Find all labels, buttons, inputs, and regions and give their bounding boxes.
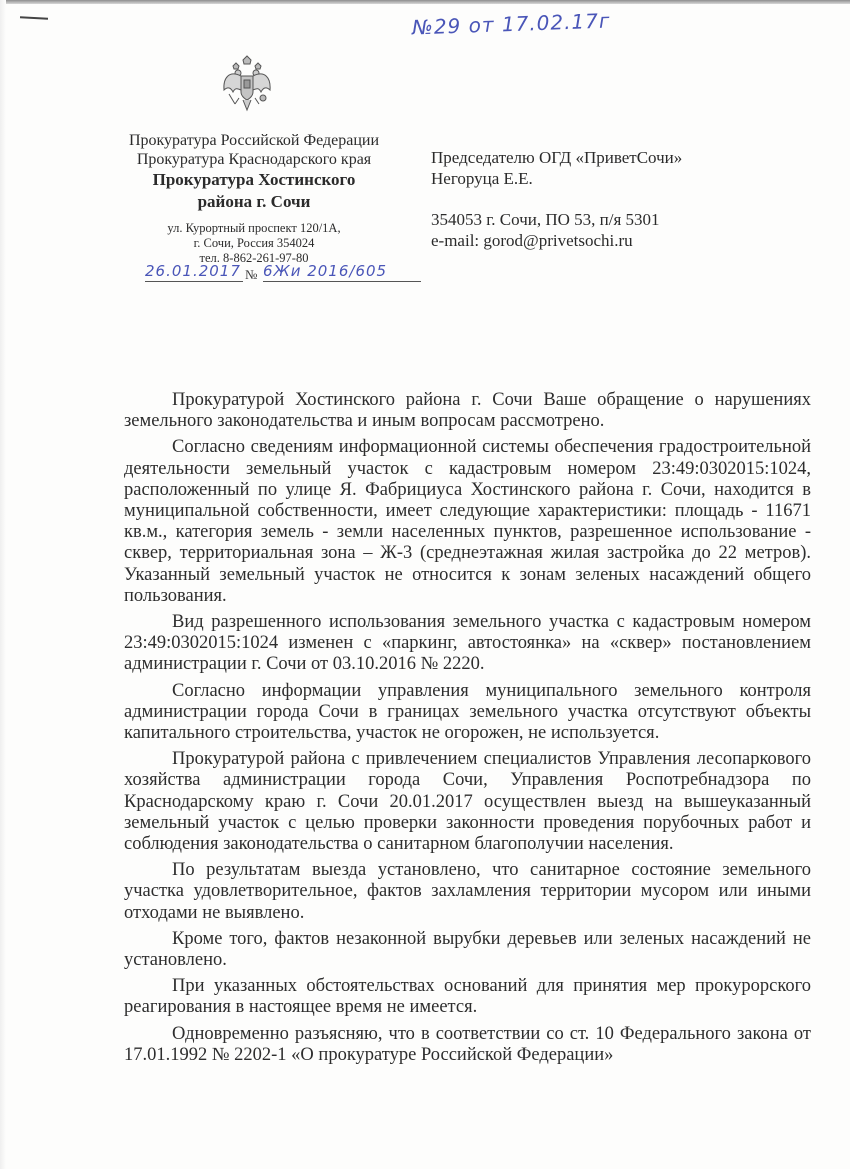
outgoing-date: 26.01.2017: [145, 262, 243, 282]
recipient-line-2: Негоруца Е.Е.: [431, 169, 533, 188]
sender-org-line-3: Прокуратура Хостинского: [152, 170, 356, 189]
body-paragraph-1: Прокуратурой Хостинского района г. Сочи Ваше обращение о нарушениях земельного законодательства и иным вопросам рассмотрено.: [124, 390, 811, 432]
russian-coat-of-arms-icon: [219, 54, 275, 116]
recipient-block: [431, 147, 682, 251]
scan-top-edge: [0, 0, 850, 4]
sender-org-line-1: Прокуратура Российской Федерации: [128, 132, 380, 149]
recipient-spacer: [431, 189, 682, 209]
sender-org-line-4: района г. Сочи: [197, 192, 311, 211]
corner-pen-mark: [20, 16, 48, 19]
sender-block: [104, 131, 404, 266]
sender-address-line-2: г. Сочи, Россия 354024: [193, 236, 315, 250]
recipient-line-1: Председателю ОГД «ПриветСочи»: [431, 148, 683, 167]
outgoing-number: 6Жи 2016/605: [263, 262, 421, 282]
scan-left-edge: [0, 0, 6, 1169]
body-paragraph-3: Вид разрешенного использования земельного участка с кадастровым номером 23:49:0302015:1024 изменен с «паркинг, автостоянка» на «сквер» постановлением администрации г. Сочи от 03.10.2016 № 2220.: [124, 612, 811, 675]
body-paragraph-8: При указанных обстоятельствах оснований для принятия мер прокурорского реагирования в настоящее время не имеется.: [124, 976, 811, 1018]
recipient-address: 354053 г. Сочи, ПО 53, п/я 5301: [431, 210, 660, 229]
body-paragraph-6: По результатам выезда установлено, что санитарное состояние земельного участка удовлетворительное, фактов захламления территории мусором или иными отходами не выявлено.: [124, 860, 811, 923]
number-sign: №: [245, 267, 258, 282]
sender-address-line-1: ул. Курортный проспект 120/1А,: [167, 221, 341, 235]
body-paragraph-5: Прокуратурой района с привлечением специалистов Управления лесопаркового хозяйства администрации города Сочи, Управления Роспотребнадзора по Краснодарскому краю г. Сочи 20.01.2017 осуществлен выезд на вышеуказанный земельный участок с целью проверки законности проведения порубочных работ и соблюдения законодательства о санитарном благополучии населения.: [124, 749, 811, 855]
body-paragraph-2: Согласно сведениям информационной системы обеспечения градостроительной деятельности земельный участок с кадастровым номером 23:49:0302015:1024, расположенный по улице Я. Фабрициуса Хостинского района г. Сочи, находится в муниципальной собственности, имеет следующие характеристики: площадь - 11671 кв.м., категория земель - земли населенных пунктов, разрешенное использование - сквер, территориальная зона – Ж-3 (среднеэтажная жилая застройка до 22 метров). Указанный земельный участок не относится к зонам зеленых насаждений общего пользования.: [124, 437, 811, 606]
incoming-registration-note: №29 от 17.02.17г: [411, 8, 611, 40]
sender-phone: тел. 8-862-261-97-80: [199, 251, 309, 265]
body-paragraph-4: Согласно информации управления муниципального земельного контроля администрации города Сочи в границах земельного участка отсутствуют объекты капитального строительства, участок не огорожен, не используется.: [124, 680, 811, 744]
recipient-email: e-mail: gorod@privetsochi.ru: [431, 231, 633, 250]
sender-address-block: [104, 221, 404, 266]
outgoing-reference: [145, 262, 425, 284]
body-paragraph-7: Кроме того, фактов незаконной вырубки деревьев или зеленых насаждений не установлено.: [124, 928, 811, 971]
body-paragraph-9: Одновременно разъясняю, что в соответствии со ст. 10 Федерального закона от 17.01.1992 № 2202-1 «О прокуратуре Российской Федерации»: [124, 1023, 811, 1065]
letter-body: [124, 390, 811, 1069]
sender-org-line-2: Прокуратура Краснодарского края: [136, 151, 372, 168]
